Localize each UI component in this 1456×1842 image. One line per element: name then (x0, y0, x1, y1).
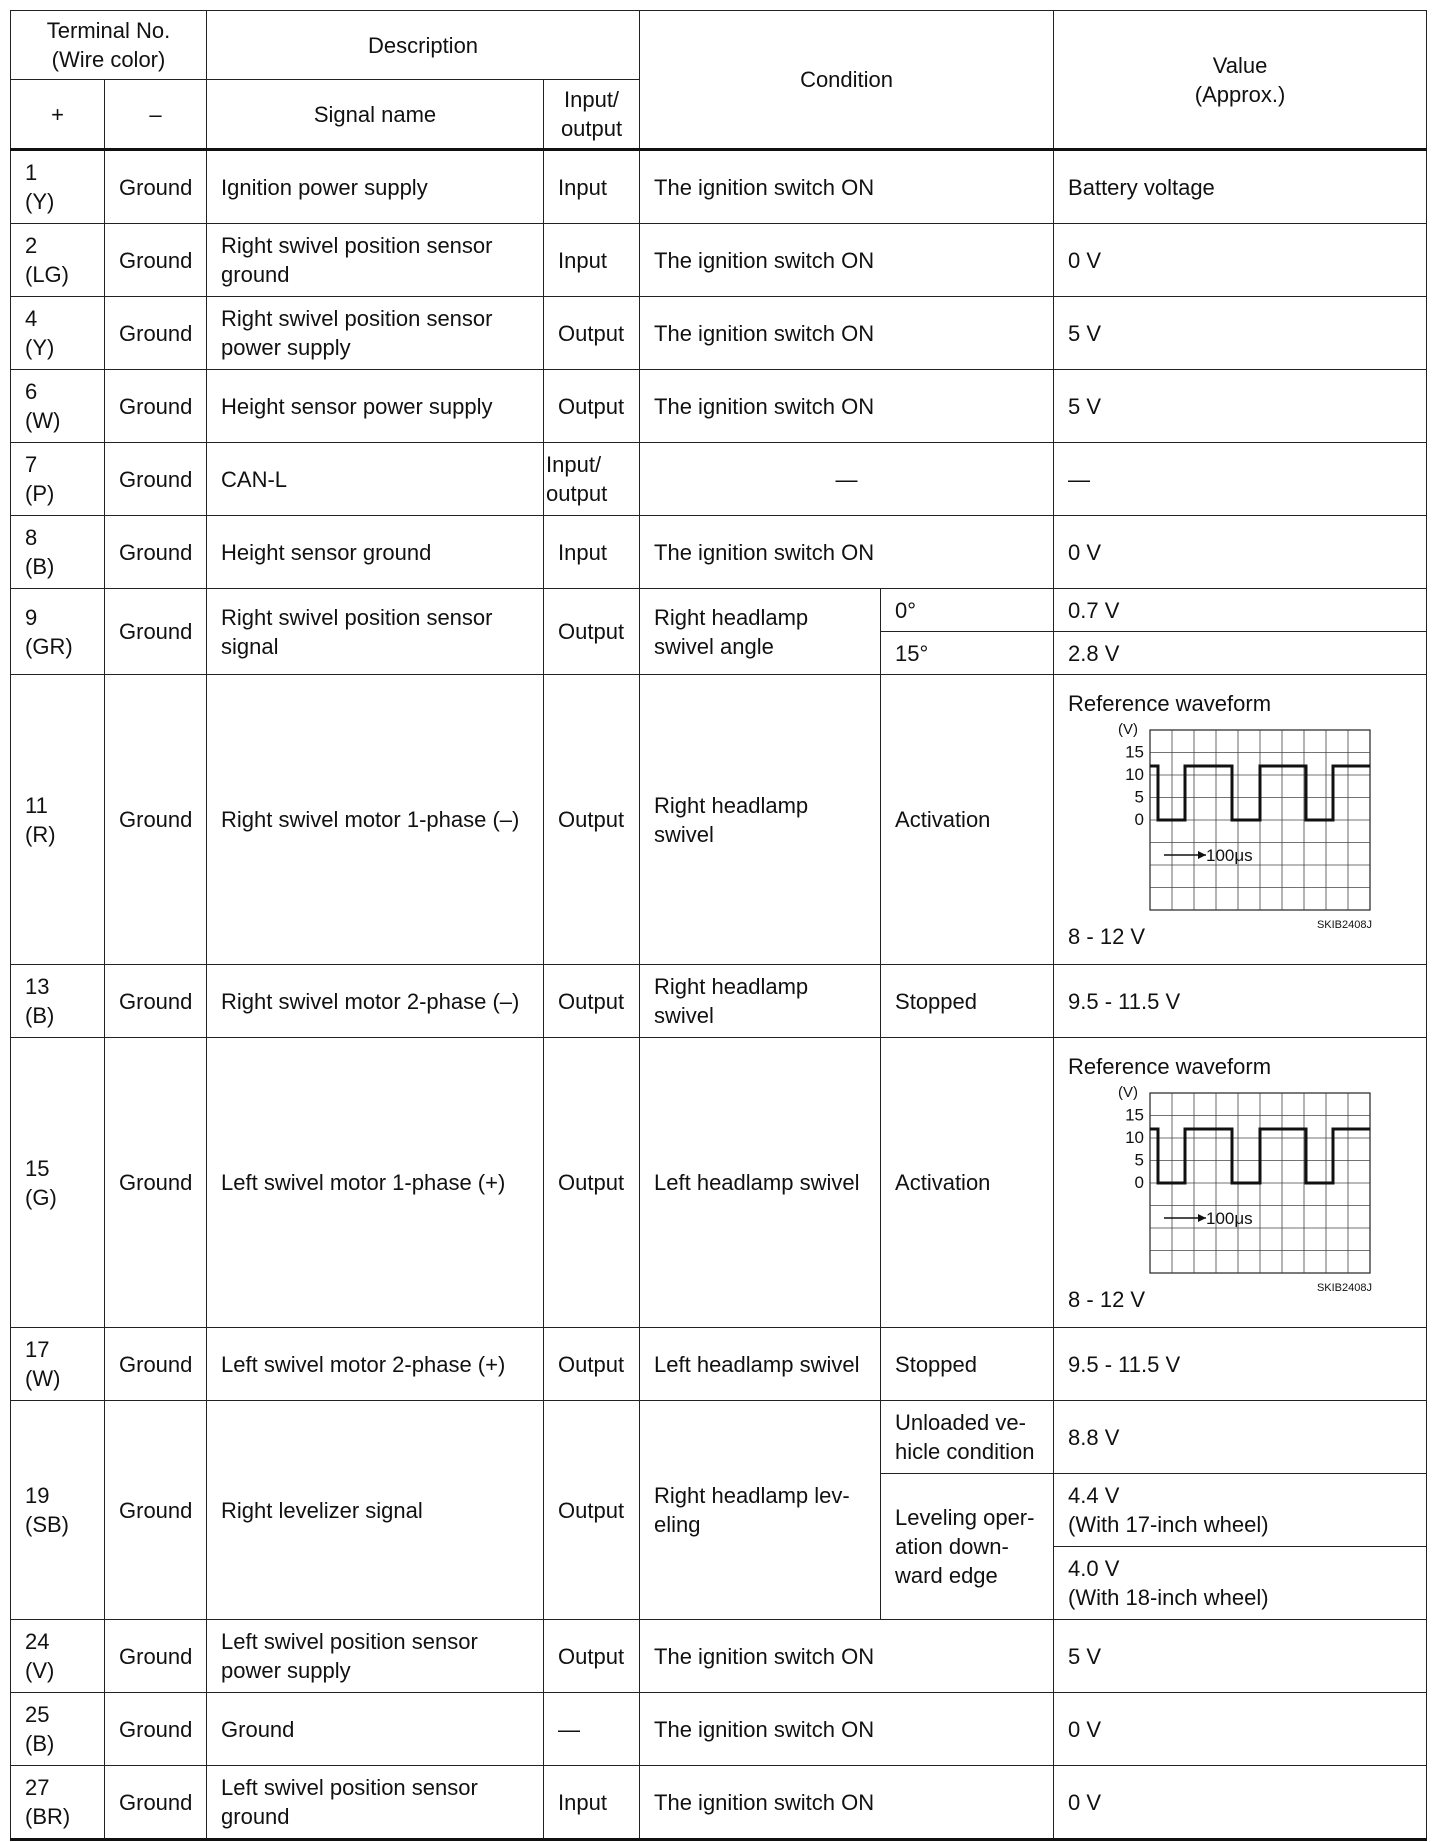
signal-name: Right swivel motor 1-phase (–) (207, 675, 544, 965)
value-cell: 9.5 - 11.5 V (1054, 1328, 1427, 1401)
table-row (11, 224, 1427, 297)
signal-name: Right swivel position sensor ground (207, 224, 544, 297)
terminal-number: 2 (LG) (11, 224, 105, 297)
signal-name: Left swivel motor 1-phase (+) (207, 1038, 544, 1328)
ground-cell: Ground (105, 1328, 207, 1401)
sub-condition: Leveling oper-ation down-ward edge (881, 1474, 1054, 1620)
sub-condition: Activation (881, 1038, 1054, 1328)
io-cell: Input (544, 224, 640, 297)
table-row (11, 675, 1427, 965)
ground-cell: Ground (105, 965, 207, 1038)
condition-cell: Right headlamp lev-eling (640, 1401, 881, 1620)
sub-condition: Unloaded ve-hicle condition (881, 1401, 1054, 1474)
table-row (11, 370, 1427, 443)
io-cell: Output (544, 297, 640, 370)
time-scale-arrowhead (1198, 1214, 1206, 1222)
header-signal-name: Signal name (207, 80, 544, 150)
io-cell: Input (544, 516, 640, 589)
condition-cell: Right headlamp swivel (640, 965, 881, 1038)
value-cell: 0 V (1054, 1693, 1427, 1766)
waveform-y-tick: 0 (1134, 1172, 1145, 1192)
condition-cell: Right headlamp swivel angle (640, 589, 881, 675)
value-cell: 2.8 V (1054, 632, 1427, 675)
table-row (11, 150, 1427, 224)
condition-cell: The ignition switch ON (640, 150, 1054, 224)
value-cell: 8 - 12 V (1068, 923, 1146, 949)
ground-cell: Ground (105, 370, 207, 443)
terminal-number: 8 (B) (11, 516, 105, 589)
time-scale-label: 100μs (1206, 845, 1253, 865)
terminal-number: 25 (B) (11, 1693, 105, 1766)
header-terminal: Terminal No. (Wire color) (11, 11, 207, 80)
signal-name: Right swivel position sensor signal (207, 589, 544, 675)
condition-cell: Left headlamp swivel (640, 1038, 881, 1328)
signal-name: Height sensor ground (207, 516, 544, 589)
io-cell: — (544, 1693, 640, 1766)
header-minus: – (105, 80, 207, 150)
terminal-table (10, 10, 1427, 1841)
io-cell: Input (544, 1766, 640, 1840)
value-cell: 4.0 V (With 18-inch wheel) (1054, 1547, 1427, 1620)
signal-name: CAN-L (207, 443, 544, 516)
value-cell: Battery voltage (1054, 150, 1427, 224)
header-value: Value (Approx.) (1054, 11, 1427, 150)
time-scale-label: 100μs (1206, 1208, 1253, 1228)
figure-code-label: SKIB2408J (1317, 918, 1373, 931)
sub-condition: 0° (881, 589, 1054, 632)
io-cell: Output (544, 675, 640, 965)
waveform-cell (1054, 1038, 1427, 1328)
header-plus: + (11, 80, 105, 150)
ground-cell: Ground (105, 1693, 207, 1766)
table-row (11, 1328, 1427, 1401)
waveform-y-tick: 15 (1125, 742, 1145, 761)
waveform-y-tick: 5 (1134, 1150, 1145, 1169)
condition-cell: The ignition switch ON (640, 297, 1054, 370)
terminal-number: 7 (P) (11, 443, 105, 516)
io-cell: Output (544, 1328, 640, 1401)
value-cell: 8 - 12 V (1068, 1286, 1146, 1312)
ground-cell: Ground (105, 516, 207, 589)
value-cell: 9.5 - 11.5 V (1054, 965, 1427, 1038)
condition-cell: The ignition switch ON (640, 370, 1054, 443)
table-row (11, 443, 1427, 516)
signal-name: Height sensor power supply (207, 370, 544, 443)
waveform-title: Reference waveform (1068, 1053, 1272, 1079)
value-cell: 5 V (1054, 1620, 1427, 1693)
signal-name: Right levelizer signal (207, 1401, 544, 1620)
table-row (11, 1401, 1427, 1474)
io-cell: Output (544, 370, 640, 443)
waveform-y-tick: 0 (1134, 809, 1145, 829)
waveform-y-tick: 10 (1125, 1127, 1145, 1147)
header-description: Description (207, 11, 640, 80)
table-row (11, 589, 1427, 632)
terminal-number: 4 (Y) (11, 297, 105, 370)
signal-name: Ground (207, 1693, 544, 1766)
condition-cell: Right headlamp swivel (640, 675, 881, 965)
signal-name: Left swivel position sensor power supply (207, 1620, 544, 1693)
waveform-y-tick: 5 (1134, 787, 1145, 806)
ground-cell: Ground (105, 1766, 207, 1840)
terminal-number: 1 (Y) (11, 150, 105, 224)
header-row-1 (11, 11, 1427, 80)
condition-cell: Left headlamp swivel (640, 1328, 881, 1401)
io-cell: Output (544, 589, 640, 675)
ground-cell: Ground (105, 150, 207, 224)
ground-cell: Ground (105, 1620, 207, 1693)
value-cell: 0 V (1054, 224, 1427, 297)
terminal-number: 6 (W) (11, 370, 105, 443)
terminal-number: 15 (G) (11, 1038, 105, 1328)
condition-cell: The ignition switch ON (640, 224, 1054, 297)
value-cell: 5 V (1054, 297, 1427, 370)
table-row (11, 965, 1427, 1038)
table-row (11, 1693, 1427, 1766)
sub-condition: Stopped (881, 1328, 1054, 1401)
table-row (11, 1038, 1427, 1328)
ground-cell: Ground (105, 443, 207, 516)
table-row (11, 297, 1427, 370)
terminal-number: 17 (W) (11, 1328, 105, 1401)
value-cell: 5 V (1054, 370, 1427, 443)
time-scale-arrowhead (1198, 851, 1206, 859)
value-cell: 4.4 V (With 17-inch wheel) (1054, 1474, 1427, 1547)
terminal-table-container (10, 10, 1426, 1841)
ground-cell: Ground (105, 1038, 207, 1328)
waveform-y-unit: (V) (1118, 720, 1139, 738)
value-cell: 0.7 V (1054, 589, 1427, 632)
signal-name: Right swivel position sensor power supply (207, 297, 544, 370)
ground-cell: Ground (105, 1401, 207, 1620)
value-cell: — (1054, 443, 1427, 516)
waveform-graph (1110, 720, 1373, 931)
terminal-number: 11 (R) (11, 675, 105, 965)
signal-name: Right swivel motor 2-phase (–) (207, 965, 544, 1038)
table-row (11, 516, 1427, 589)
io-cell: Input (544, 150, 640, 224)
figure-code-label: SKIB2408J (1317, 1281, 1373, 1294)
terminal-number: 13 (B) (11, 965, 105, 1038)
condition-cell: — (640, 443, 1054, 516)
io-cell: Output (544, 1620, 640, 1693)
signal-name: Left swivel position sensor ground (207, 1766, 544, 1840)
value-cell: 0 V (1054, 516, 1427, 589)
waveform-trace (1150, 1129, 1370, 1183)
waveform-y-unit: (V) (1118, 1083, 1139, 1101)
condition-cell: The ignition switch ON (640, 1620, 1054, 1693)
value-cell: 0 V (1054, 1766, 1427, 1840)
io-cell: Output (544, 965, 640, 1038)
ground-cell: Ground (105, 297, 207, 370)
signal-name: Left swivel motor 2-phase (+) (207, 1328, 544, 1401)
waveform-graph (1110, 1083, 1373, 1294)
io-cell: Output (544, 1038, 640, 1328)
ground-cell: Ground (105, 675, 207, 965)
ground-cell: Ground (105, 589, 207, 675)
waveform-title: Reference waveform (1068, 690, 1272, 716)
header-input-output: Input/ output (544, 80, 640, 150)
terminal-number: 19 (SB) (11, 1401, 105, 1620)
condition-cell: The ignition switch ON (640, 516, 1054, 589)
waveform-trace (1150, 766, 1370, 820)
sub-condition: Activation (881, 675, 1054, 965)
signal-name: Ignition power supply (207, 150, 544, 224)
terminal-number: 24 (V) (11, 1620, 105, 1693)
table-row (11, 1620, 1427, 1693)
io-cell: Output (544, 1401, 640, 1620)
io-cell: Input/ output (544, 443, 640, 516)
sub-condition: 15° (881, 632, 1054, 675)
condition-cell: The ignition switch ON (640, 1693, 1054, 1766)
waveform-cell (1054, 675, 1427, 965)
terminal-number: 9 (GR) (11, 589, 105, 675)
waveform-y-tick: 15 (1125, 1105, 1145, 1124)
sub-condition: Stopped (881, 965, 1054, 1038)
waveform-y-tick: 10 (1125, 764, 1145, 784)
value-cell: 8.8 V (1054, 1401, 1427, 1474)
table-row (11, 1766, 1427, 1840)
condition-cell: The ignition switch ON (640, 1766, 1054, 1840)
ground-cell: Ground (105, 224, 207, 297)
header-condition: Condition (640, 11, 1054, 150)
terminal-number: 27 (BR) (11, 1766, 105, 1840)
